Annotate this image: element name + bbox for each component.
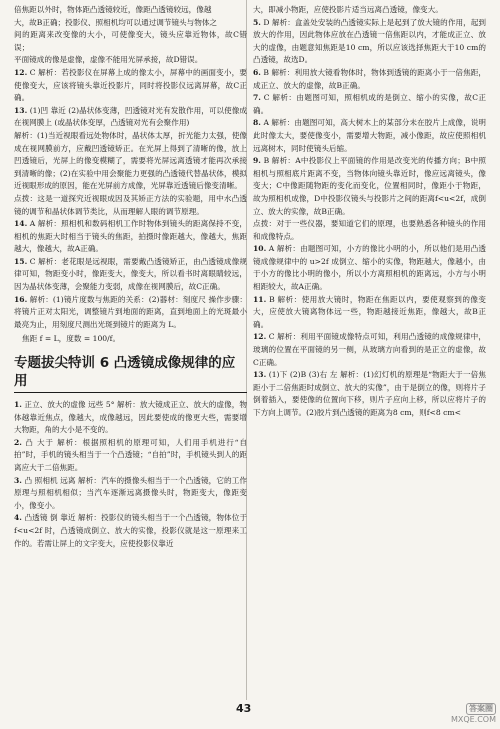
answer-item: [14, 512, 247, 550]
answer-item: [14, 294, 247, 332]
answer-text: 平面镜成的像是虚像，虚像不能用光屏承接，故D错误。: [14, 55, 203, 65]
answer-item: [253, 4, 486, 17]
answer-number: 14.: [14, 219, 28, 229]
answer-text: 倍焦距以外时，物体距凸透镜较近，像距凸透镜较远，像越: [14, 5, 212, 14]
tip-note: [14, 193, 247, 218]
answer-item: [14, 105, 247, 130]
answer-body: B 解析：利用放大镜看物体时，物体到透镜的距离小于一倍焦距，成正立、放大的虚像，故B正确。: [253, 67, 486, 90]
answer-body: 解析：(1)镜片度数与焦距的关系：(2)器材：刻度尺 操作步骤：将镜片正对太阳光，调整镜片到地面的距离，直到地面上的光斑最小最亮为止，用刻度尺测出光斑到镜片的距离为 L。: [14, 294, 247, 329]
answer-body: C 解析：由题图可知，照相机成的是倒立、缩小的实像，故C正确。: [253, 93, 487, 115]
answer-body: 凸 大于 解析：根据照相机的原理可知，人们用手机进行“自拍”时，手机的镜头相当于一个凸透镜；“自拍”时，手机镜头到人的距离应大于二倍焦距。: [14, 437, 247, 472]
answer-body: C 解析：老花眼是远视眼，需要戴凸透镜矫正，由凸透镜成像规律可知，物距变小时，像距变大，像变大，所以看书时离眼睛较远，因为晶状体变薄，会聚能力变弱，成像在视网膜后，故C正确。: [14, 256, 247, 292]
left-column: [14, 4, 247, 550]
answer-body: D 解析：盒盖处安装的凸透镜实际上是起到了放大镜的作用，起到放大的作用，因此物体应放在凸透镜一倍焦距以内，才能成正立、放大的虚像，由题意知焦距是10 cm，所以应该选择焦距大于10 cm的凸透镜，故选D。: [253, 17, 486, 65]
answer-number: 4.: [14, 513, 22, 523]
answer-item: [253, 92, 486, 117]
answer-body: C 解析：若投影仪在屏幕上成的像太小，屏幕中的画面变小，要使像变大，应该将镜头靠近投影片，同时将投影仪远离屏幕，故C正确。: [14, 67, 247, 103]
section-title: 专题拔尖特训 6 凸透镜成像规律的应用: [14, 354, 247, 393]
answer-item: [14, 67, 247, 105]
answer-item: [253, 17, 486, 67]
answer-item: [14, 256, 247, 294]
answer-number: 13.: [253, 370, 267, 380]
answer-number: 10.: [253, 244, 267, 254]
answer-item: [14, 475, 247, 513]
watermark-logo: 答案圈: [466, 703, 496, 715]
answer-body: (1)下 (2)B (3)右 左 解析：(1)幻灯机的原理是“物距大于一倍焦距小于二倍焦距时成倒立、放大的实像”，由于是倒立的像，则将片子倒着插入，要使像的位置向下移，则片子应向上移，所以应将片子的下方向上调节。(2)胶片到凸透镜的距离为8 cm，则f<8 cm<: [253, 370, 486, 417]
answer-body: B 解析：使用放大镜时，物距在焦距以内，要使观察到的像变大，应使放大镜离物体远一些，物距越接近焦距，像越大，故B正确。: [253, 294, 486, 329]
answer-item: [14, 130, 247, 193]
answer-text: 间的距离来改变像的大小，可使像变大，镜头应靠近物体，故C错误；: [14, 30, 247, 52]
watermark: [420, 703, 496, 725]
answer-item: [14, 218, 247, 256]
answer-number: 6.: [253, 67, 261, 77]
answer-number: 15.: [14, 256, 28, 266]
answer-number: 9.: [253, 156, 261, 166]
answer-body: B 解析：A中投影仪上平面镜的作用是改变光的传播方向；B中照相机与照相底片距离不变，当物体向镜头靠近时，像应远离镜头，像变大；C中像距随物距的变化而变化，位置相同时，像距小于物距，故为照相机成像，D中投影仪镜头与投影片之间的距离f<u<2f，成倒立、放大的实像，故B正确。: [253, 156, 486, 216]
answer-body: C 解析：利用平面镜成像特点可知，利用凸透镜的成像规律中，玻璃的位置在平面镜的另一侧，从玻璃方向看到的是正立的虚像，故C正确。: [253, 332, 486, 367]
answer-item: [253, 155, 486, 218]
answer-number: 16.: [14, 294, 28, 304]
tip-note: [253, 218, 486, 243]
answer-body: 大，即减小物距，应使投影片适当远离凸透镜，像变大。: [253, 5, 443, 14]
answer-item: [253, 243, 486, 293]
answer-number: 13.: [14, 105, 28, 115]
answer-body: A 解析：照相机和数码相机工作时物体到镜头的距离保持不变，相机的焦距大时相当于镜头的焦距，拍摄时像距越大，像越大，焦距越大，像越大，故A正确。: [14, 219, 247, 254]
answer-body: A 解析：由题图可知，高大树木上的某部分未在胶片上成像，说明此时像太大，要使像变小，需要增大物距，减小像距，故应使照相机远离树木，同时使镜头后缩。: [253, 118, 486, 153]
answer-item: [14, 399, 247, 437]
answer-body: (1)凹 靠近 (2)晶状体变薄，凹透镜对光有发散作用，可以使像成在视网膜上 (或晶状体变厚，凸透镜对光有会聚作用): [14, 105, 248, 128]
tip-body: 点拨：对于一些仪器，要知道它们的原理，也要熟悉各种镜头的作用和成像特点。: [253, 219, 486, 241]
answer-number: 11.: [253, 294, 267, 304]
answer-number: 3.: [14, 475, 22, 485]
answer-body: 凸透镜 倒 靠近 解析：投影仪的镜头相当于一个凸透镜，物体位于 f<u<2f 时，凸透镜成倒立、放大的实像，投影仪就是这一原理来工作的。若需让屏上的文字变大，应使投影仪靠近: [14, 513, 247, 548]
answer-number: 2.: [14, 437, 22, 447]
answer-item: [253, 67, 486, 92]
answer-number: 12.: [14, 67, 28, 77]
answer-number: 8.: [253, 118, 261, 128]
page-number: 43: [236, 702, 252, 715]
answer-item: [253, 369, 486, 419]
answer-number: 1.: [14, 400, 22, 410]
answer-body: 解析：(1)当近视眼看远处物体时，晶状体太厚，折光能力太强，使像成在视网膜前方，应戴凹透镜矫正。在光屏上得到了清晰的像，放上凹透镜后，光屏上的像变模糊了，需要将光屏远离透镜才能再次承接到清晰的像；(2)在实验中用会聚能力更强的凸透镜代替晶状体，模拟近视眼形成的原因，能在光屏前方成像，光屏靠近透镜后像变清晰。: [14, 130, 247, 191]
right-column: [253, 4, 486, 420]
answer-body: A 解析：由题图可知，小方的像比小明的小，所以他们是用凸透镜成像规律中的 u>2f 成倒立、缩小的实像，物距越大，像越小，由于小方的像比小明的像小，所以小方离照相机的距离远，小方与小明相距较大，故A正确。: [253, 244, 486, 292]
answer-number: 5.: [253, 17, 261, 27]
answer-body: 正立、放大的虚像 远些 5° 解析：放大镜成正立、放大的虚像，物体越靠近焦点，像越大，成像越远，因此要使成的像更大些，需要增大物距，角的大小是不变的。: [14, 400, 247, 435]
answer-item: [253, 331, 486, 369]
answer-number: 7.: [253, 93, 261, 103]
answer-item: [253, 117, 486, 155]
formula: 焦距 f = L，度数 = 100/f。: [22, 334, 121, 344]
answer-item: [14, 437, 247, 475]
answer-item: [253, 294, 486, 332]
answer-text: 大，故B正确；投影仪、照相机均可以通过调节镜头与物体之: [14, 17, 218, 27]
answer-number: 12.: [253, 332, 267, 342]
tip-body: 点拨：这是一道探究近视眼成因及其矫正方法的实验题，用中水凸透镜的调节和晶状体调节类比，从而理解人眼的调节原理。: [14, 193, 247, 216]
watermark-site: MXQE.COM: [450, 715, 496, 724]
answer-body: 凸 照相机 远离 解析：汽车的摄像头相当于一个凸透镜，它的工作原理与照相机相似；当汽车逐渐远离摄像头时，物距变大，像距变小，像变小。: [14, 475, 247, 510]
